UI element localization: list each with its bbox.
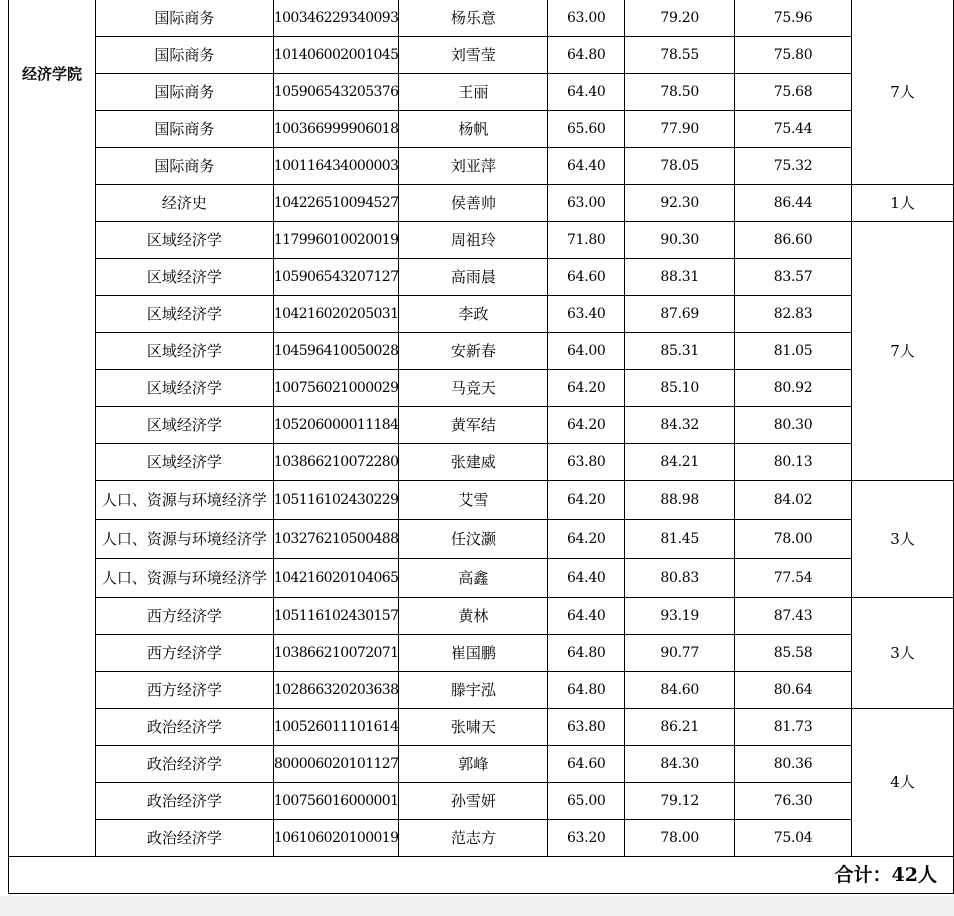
- total-score-cell: 86.60: [735, 222, 852, 259]
- candidate-id-cell: 104216020205031: [273, 296, 399, 333]
- table-row: [9, 370, 954, 407]
- college-cell: 经济学院: [9, 0, 96, 857]
- table-row: [9, 481, 954, 520]
- major-cell: 国际商务: [95, 0, 273, 37]
- candidate-id-cell: 105906543207127: [273, 259, 399, 296]
- total-score-cell: 86.44: [735, 185, 852, 222]
- admission-score-table: [8, 0, 954, 894]
- table-row: [9, 783, 954, 820]
- retest-score-cell: 90.30: [625, 222, 735, 259]
- total-score-cell: 84.02: [735, 481, 852, 520]
- total-score-cell: 80.36: [735, 746, 852, 783]
- student-name-cell: 杨帆: [399, 111, 548, 148]
- retest-score-cell: 88.31: [625, 259, 735, 296]
- table-row: [9, 296, 954, 333]
- major-cell: 区域经济学: [95, 444, 273, 481]
- major-cell: 政治经济学: [95, 709, 273, 746]
- table-row: [9, 259, 954, 296]
- student-name-cell: 刘亚萍: [399, 148, 548, 185]
- preliminary-score-cell: 64.20: [548, 370, 625, 407]
- major-cell: 区域经济学: [95, 333, 273, 370]
- table-row: [9, 407, 954, 444]
- retest-score-cell: 86.21: [625, 709, 735, 746]
- table-row: [9, 672, 954, 709]
- total-score-cell: 80.64: [735, 672, 852, 709]
- total-score-cell: 83.57: [735, 259, 852, 296]
- retest-score-cell: 90.77: [625, 635, 735, 672]
- preliminary-score-cell: 65.00: [548, 783, 625, 820]
- major-cell: 国际商务: [95, 111, 273, 148]
- total-count: 合计：42人: [9, 857, 954, 894]
- preliminary-score-cell: 64.00: [548, 333, 625, 370]
- major-cell: 区域经济学: [95, 407, 273, 444]
- retest-score-cell: 84.60: [625, 672, 735, 709]
- admission-count-cell: 3人: [852, 598, 954, 709]
- candidate-id-cell: 100756016000001: [273, 783, 399, 820]
- total-score-cell: 75.32: [735, 148, 852, 185]
- total-score-cell: 81.73: [735, 709, 852, 746]
- preliminary-score-cell: 63.80: [548, 709, 625, 746]
- preliminary-score-cell: 64.80: [548, 37, 625, 74]
- candidate-id-cell: 106106020100019: [273, 820, 399, 857]
- candidate-id-cell: 101406002001045: [273, 37, 399, 74]
- table-row: [9, 185, 954, 222]
- candidate-id-cell: 104226510094527: [273, 185, 399, 222]
- student-name-cell: 高雨晨: [399, 259, 548, 296]
- candidate-id-cell: 105116102430157: [273, 598, 399, 635]
- preliminary-score-cell: 64.20: [548, 481, 625, 520]
- retest-score-cell: 84.32: [625, 407, 735, 444]
- table-row: [9, 635, 954, 672]
- table-row: [9, 709, 954, 746]
- student-name-cell: 侯善帅: [399, 185, 548, 222]
- admission-count-cell: 3人: [852, 481, 954, 598]
- bottom-strip: [0, 896, 954, 916]
- admission-count-cell: 7人: [852, 222, 954, 481]
- student-name-cell: 张啸天: [399, 709, 548, 746]
- major-cell: 经济史: [95, 185, 273, 222]
- candidate-id-cell: 100526011101614: [273, 709, 399, 746]
- preliminary-score-cell: 64.80: [548, 672, 625, 709]
- retest-score-cell: 88.98: [625, 481, 735, 520]
- total-score-cell: 80.92: [735, 370, 852, 407]
- student-name-cell: 任汶灏: [399, 520, 548, 559]
- table-row: [9, 520, 954, 559]
- student-name-cell: 郭峰: [399, 746, 548, 783]
- retest-score-cell: 80.83: [625, 559, 735, 598]
- preliminary-score-cell: 64.40: [548, 148, 625, 185]
- student-name-cell: 安新春: [399, 333, 548, 370]
- candidate-id-cell: 104216020104065: [273, 559, 399, 598]
- student-name-cell: 张建威: [399, 444, 548, 481]
- major-cell: 政治经济学: [95, 746, 273, 783]
- candidate-id-cell: 100756021000029: [273, 370, 399, 407]
- major-cell: 人口、资源与环境经济学: [95, 520, 273, 559]
- preliminary-score-cell: 64.20: [548, 520, 625, 559]
- major-cell: 人口、资源与环境经济学: [95, 559, 273, 598]
- table-row: [9, 598, 954, 635]
- candidate-id-cell: 102866320203638: [273, 672, 399, 709]
- preliminary-score-cell: 63.80: [548, 444, 625, 481]
- preliminary-score-cell: 64.40: [548, 598, 625, 635]
- retest-score-cell: 81.45: [625, 520, 735, 559]
- student-name-cell: 滕宇泓: [399, 672, 548, 709]
- preliminary-score-cell: 64.80: [548, 635, 625, 672]
- preliminary-score-cell: 63.00: [548, 0, 625, 37]
- total-score-cell: 80.30: [735, 407, 852, 444]
- table-row: [9, 746, 954, 783]
- retest-score-cell: 78.05: [625, 148, 735, 185]
- candidate-id-cell: 117996010020019: [273, 222, 399, 259]
- student-name-cell: 黄林: [399, 598, 548, 635]
- retest-score-cell: 87.69: [625, 296, 735, 333]
- table-row: [9, 0, 954, 37]
- retest-score-cell: 85.10: [625, 370, 735, 407]
- preliminary-score-cell: 65.60: [548, 111, 625, 148]
- retest-score-cell: 84.21: [625, 444, 735, 481]
- student-name-cell: 崔国鹏: [399, 635, 548, 672]
- major-cell: 国际商务: [95, 74, 273, 111]
- major-cell: 西方经济学: [95, 635, 273, 672]
- candidate-id-cell: 105116102430229: [273, 481, 399, 520]
- retest-score-cell: 78.00: [625, 820, 735, 857]
- major-cell: 西方经济学: [95, 672, 273, 709]
- student-name-cell: 周祖玲: [399, 222, 548, 259]
- admission-count-cell: 7人: [852, 0, 954, 185]
- preliminary-score-cell: 63.00: [548, 185, 625, 222]
- major-cell: 西方经济学: [95, 598, 273, 635]
- table-body: [9, 0, 954, 894]
- total-score-cell: 75.96: [735, 0, 852, 37]
- student-name-cell: 杨乐意: [399, 0, 548, 37]
- student-name-cell: 范志方: [399, 820, 548, 857]
- retest-score-cell: 77.90: [625, 111, 735, 148]
- total-score-cell: 75.44: [735, 111, 852, 148]
- candidate-id-cell: 800006020101127: [273, 746, 399, 783]
- table-row: [9, 148, 954, 185]
- retest-score-cell: 79.20: [625, 0, 735, 37]
- major-cell: 国际商务: [95, 37, 273, 74]
- student-name-cell: 黄军结: [399, 407, 548, 444]
- preliminary-score-cell: 64.40: [548, 559, 625, 598]
- candidate-id-cell: 103276210500488: [273, 520, 399, 559]
- preliminary-score-cell: 63.20: [548, 820, 625, 857]
- table-row: [9, 111, 954, 148]
- retest-score-cell: 92.30: [625, 185, 735, 222]
- admission-count-cell: 4人: [852, 709, 954, 857]
- total-score-cell: 75.68: [735, 74, 852, 111]
- major-cell: 人口、资源与环境经济学: [95, 481, 273, 520]
- table-row: [9, 820, 954, 857]
- table-row: [9, 222, 954, 259]
- total-score-cell: 75.04: [735, 820, 852, 857]
- total-score-cell: 87.43: [735, 598, 852, 635]
- retest-score-cell: 93.19: [625, 598, 735, 635]
- candidate-id-cell: 105206000011184: [273, 407, 399, 444]
- major-cell: 政治经济学: [95, 783, 273, 820]
- total-row: [9, 857, 954, 894]
- major-cell: 政治经济学: [95, 820, 273, 857]
- preliminary-score-cell: 63.40: [548, 296, 625, 333]
- table-row: [9, 333, 954, 370]
- total-score-cell: 78.00: [735, 520, 852, 559]
- major-cell: 国际商务: [95, 148, 273, 185]
- major-cell: 区域经济学: [95, 296, 273, 333]
- student-name-cell: 刘雪莹: [399, 37, 548, 74]
- candidate-id-cell: 100366999906018: [273, 111, 399, 148]
- student-name-cell: 高鑫: [399, 559, 548, 598]
- student-name-cell: 马竞天: [399, 370, 548, 407]
- total-score-cell: 75.80: [735, 37, 852, 74]
- retest-score-cell: 78.50: [625, 74, 735, 111]
- candidate-id-cell: 105906543205376: [273, 74, 399, 111]
- candidate-id-cell: 103866210072280: [273, 444, 399, 481]
- retest-score-cell: 84.30: [625, 746, 735, 783]
- total-score-cell: 76.30: [735, 783, 852, 820]
- preliminary-score-cell: 64.40: [548, 74, 625, 111]
- student-name-cell: 艾雪: [399, 481, 548, 520]
- total-score-cell: 82.83: [735, 296, 852, 333]
- table-row: [9, 37, 954, 74]
- major-cell: 区域经济学: [95, 259, 273, 296]
- total-score-cell: 77.54: [735, 559, 852, 598]
- preliminary-score-cell: 64.60: [548, 746, 625, 783]
- student-name-cell: 李政: [399, 296, 548, 333]
- total-score-cell: 81.05: [735, 333, 852, 370]
- candidate-id-cell: 100116434000003: [273, 148, 399, 185]
- preliminary-score-cell: 64.20: [548, 407, 625, 444]
- major-cell: 区域经济学: [95, 222, 273, 259]
- preliminary-score-cell: 64.60: [548, 259, 625, 296]
- total-score-cell: 85.58: [735, 635, 852, 672]
- retest-score-cell: 79.12: [625, 783, 735, 820]
- table-row: [9, 74, 954, 111]
- candidate-id-cell: 100346229340093: [273, 0, 399, 37]
- admission-count-cell: 1人: [852, 185, 954, 222]
- table-row: [9, 559, 954, 598]
- candidate-id-cell: 103866210072071: [273, 635, 399, 672]
- retest-score-cell: 78.55: [625, 37, 735, 74]
- student-name-cell: 王丽: [399, 74, 548, 111]
- retest-score-cell: 85.31: [625, 333, 735, 370]
- table-row: [9, 444, 954, 481]
- total-score-cell: 80.13: [735, 444, 852, 481]
- major-cell: 区域经济学: [95, 370, 273, 407]
- candidate-id-cell: 104596410050028: [273, 333, 399, 370]
- preliminary-score-cell: 71.80: [548, 222, 625, 259]
- student-name-cell: 孙雪妍: [399, 783, 548, 820]
